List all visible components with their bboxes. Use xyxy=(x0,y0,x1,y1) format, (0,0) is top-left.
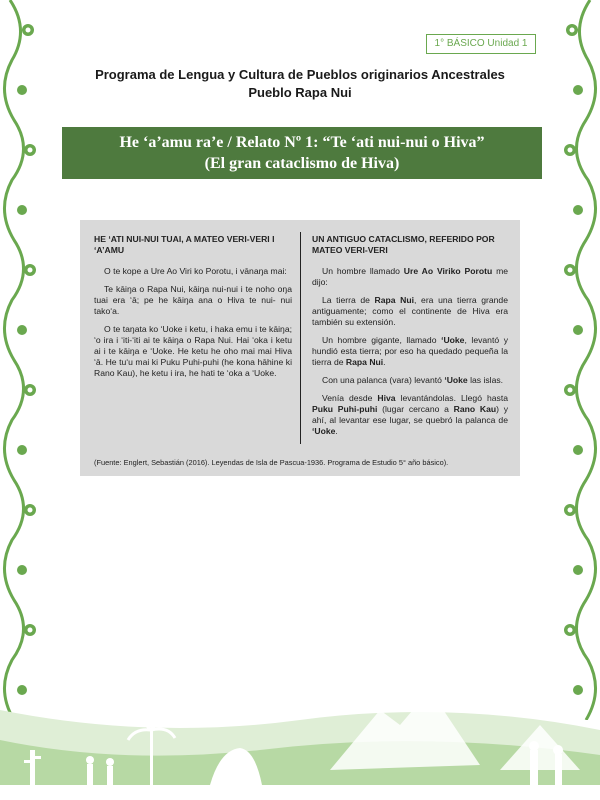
rapa-nui-paragraph: O te kope a Ure Ao Viri ko Porotu, i vānaŋa mai: xyxy=(104,266,287,276)
column-divider xyxy=(300,232,301,444)
rapa-nui-paragraph: Te kāiŋa o Rapa Nui, kāiŋa nui-nui i te noho oŋa tuai era ‘ā; pe he kāiŋa ana o Hiva te nui- nui tako‘a. xyxy=(94,284,292,316)
story-title: He ‘a’amu ra’e / Relato Nº 1: “Te ‘ati nui-nui o Hiva” xyxy=(119,134,485,151)
story-subtitle: (El gran cataclismo de Hiva) xyxy=(204,155,400,172)
rapa-nui-column xyxy=(94,234,292,386)
spanish-paragraph: Un hombre llamado Ure Ao Viriko Porotu me dijo: xyxy=(312,266,509,287)
left-pattern-border xyxy=(0,0,44,720)
grade-unit-badge: 1° BÁSICO Unidad 1 xyxy=(426,34,536,54)
rapa-nui-paragraph: O te taŋata ko ‘Uoke i ketu, i haka emu i te kāiŋa; ‘o ira i ‘iti-‘iti ai te kāiŋa o Rapa Nui. Hai ‘oka i ketu ai i te kāiŋa e ‘Uoke. He ketu he oho mai mai Hiva ‘ā. He tu‘u mai ki Puku Puhi-puhi (he kona hāhine ki Rano Kau), he ketu i ira, he hati te ‘oka a ‘Uoke. xyxy=(94,324,292,378)
program-title: Programa de Lengua y Cultura de Pueblos originarios Ancestrales xyxy=(95,67,505,82)
spanish-column-title: UN ANTIGUO CATACLISMO, REFERIDO POR MATEO VERI-VERI xyxy=(312,234,495,255)
spanish-paragraph: Con una palanca (vara) levantó ‘Uoke las islas. xyxy=(322,375,504,385)
source-citation: (Fuente: Englert, Sebastián (2016). Leyendas de Isla de Pascua-1936. Programa de Estudio 5° año básico). xyxy=(94,458,449,467)
people-title: Pueblo Rapa Nui xyxy=(248,85,352,100)
spanish-paragraph: Venía desde Hiva levantándolas. Llegó hasta Puku Puhi-puhi (lugar cercano a Rano Kau) y ahí, al levantar ese lugar, se quebró la palanca de ‘Uoke. xyxy=(312,393,509,436)
bilingual-text-box xyxy=(80,220,520,476)
spanish-column xyxy=(312,234,508,444)
spanish-paragraph: La tierra de Rapa Nui, era una tierra grande antiguamente; como el continente de Hiva era también su extensión. xyxy=(312,295,508,327)
right-pattern-border xyxy=(556,0,600,720)
story-banner xyxy=(62,127,542,179)
program-header xyxy=(60,66,540,102)
spanish-paragraph: Un hombre gigante, llamado ‘Uoke, levantó y hundió esta tierra; por eso ha quedado pequeña la tierra de Rapa Nui. xyxy=(312,335,508,367)
rapa-nui-column-title: HE ‘ATI NUI-NUI TUAI, A MATEO VERI-VERI I ‘A’AMU xyxy=(94,234,275,255)
island-landscape-icon xyxy=(0,670,600,800)
